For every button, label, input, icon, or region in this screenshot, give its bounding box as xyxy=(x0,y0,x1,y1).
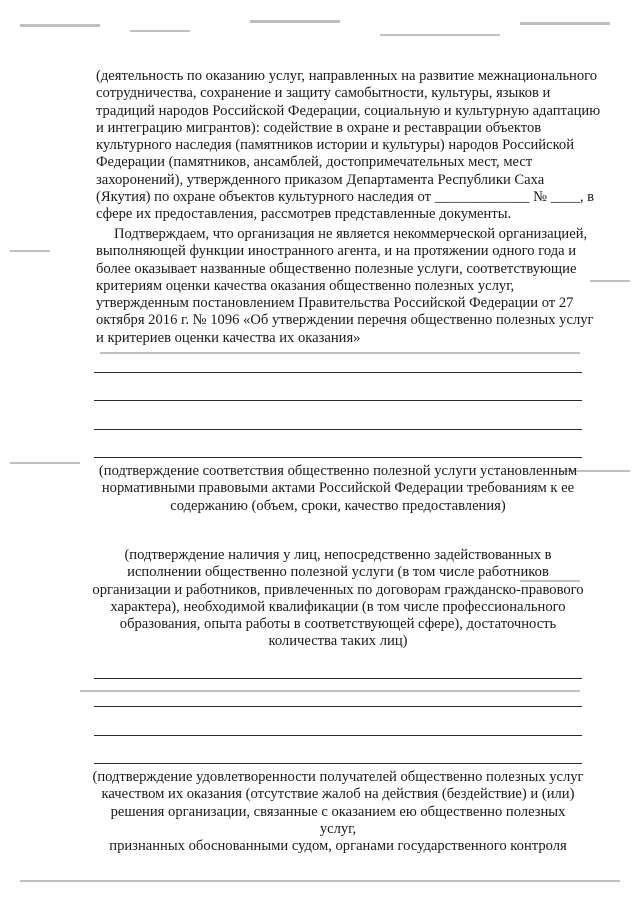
text-line: качеством их оказания (отсутствие жалоб на действия (бездействие) и (или) xyxy=(101,786,575,803)
blank-line xyxy=(94,400,582,401)
caption-recipient-satisfaction xyxy=(92,769,584,855)
text-line: решения организации, связанные с оказанием ею общественно полезных услуг, xyxy=(110,803,566,837)
text-line: культурного наследия (памятников истории и культуры) народов Российской xyxy=(96,137,575,154)
confirmation-paragraph xyxy=(96,226,594,347)
text-line: образования, опыта работы в соответствующей сфере), достаточность xyxy=(119,616,557,633)
caption-staff-qualification xyxy=(92,547,584,651)
blank-line xyxy=(94,735,582,736)
text-line: сотрудничества, сохранение и защиту самобытности, культуры, языков и xyxy=(96,85,551,102)
text-line: выполняющей функции иностранного агента, и на протяжении одного года и xyxy=(96,243,577,260)
text-line: исполнении общественно полезной услуги (в том числе работников xyxy=(127,564,549,581)
text-line: (подтверждение удовлетворенности получателей общественно полезных услуг xyxy=(92,769,584,785)
text-line: более оказывает названные общественно полезные услуги, соответствующие xyxy=(96,260,577,277)
text-line: содержанию (объем, сроки, качество предоставления) xyxy=(170,497,506,514)
text-line: нормативными правовыми актами Российской Федерации требованиям к ее xyxy=(101,480,575,497)
text-line: традиций народов Российской Федерации, социальную и культурную адаптацию xyxy=(96,102,601,119)
blank-line xyxy=(94,457,582,458)
blank-line xyxy=(94,429,582,430)
text-line: сфере их предоставления, рассмотрев представленные документы. xyxy=(96,206,512,223)
text-line: и интеграцию мигрантов): содействие в охране и реставрации объектов xyxy=(96,119,542,136)
text-line: Подтверждаем, что организация не является некоммерческой организацией, xyxy=(114,226,588,242)
text-line: (деятельность по оказанию услуг, направленных на развитие межнационального xyxy=(96,68,598,84)
text-line: Федерации (памятников, ансамблей, достопримечательных мест, мест xyxy=(96,154,533,171)
intro-paragraph xyxy=(96,68,601,224)
text-line: (подтверждение наличия у лиц, непосредственно задействованных в xyxy=(124,547,552,563)
blank-line xyxy=(94,763,582,764)
text-line: утвержденным постановлением Правительства Российской Федерации от 27 xyxy=(96,295,574,312)
text-line: (подтверждение соответствия общественно полезной услуги установленным xyxy=(98,463,578,479)
caption-service-compliance xyxy=(92,463,584,515)
text-line: количества таких лиц) xyxy=(268,633,408,650)
text-line: захоронений), утвержденного приказом Департамента Республики Саха xyxy=(96,171,545,188)
text-line: признанных обоснованными судом, органами государственного контроля xyxy=(109,838,567,855)
blank-line xyxy=(94,706,582,707)
text-line: критериям оценки качества оказания общественно полезных услуг, xyxy=(96,277,515,294)
blank-line xyxy=(94,678,582,679)
text-line: (Якутия) по охране объектов культурного наследия от _____________ № ____, в xyxy=(96,189,595,206)
blank-line xyxy=(94,372,582,373)
text-line: октября 2016 г. № 1096 «Об утверждении перечня общественно полезных услуг xyxy=(96,312,594,329)
text-line: и критериев оценки качества их оказания» xyxy=(96,329,361,346)
text-line: организации и работников, привлеченных по договорам гражданско-правового xyxy=(92,581,584,598)
text-line: характера), необходимой квалификации (в том числе профессионального xyxy=(110,598,566,615)
